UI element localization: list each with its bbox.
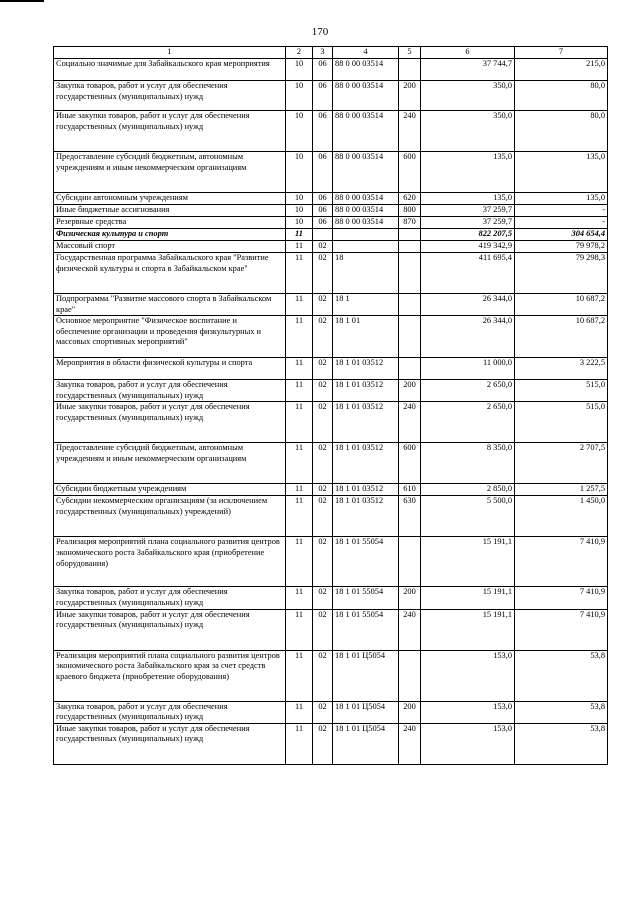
table-row bbox=[54, 701, 608, 723]
target-article-cell: 88 0 00 03514 bbox=[333, 205, 399, 217]
section-code-cell: 11 bbox=[286, 402, 313, 443]
expense-type-cell: 200 bbox=[399, 380, 421, 402]
section-code-cell: 11 bbox=[286, 229, 313, 241]
expense-type-cell: 610 bbox=[399, 484, 421, 496]
target-article-cell: 18 1 01 03512 bbox=[333, 380, 399, 402]
section-code-cell: 11 bbox=[286, 380, 313, 402]
target-article-cell: 18 1 01 Ц5054 bbox=[333, 650, 399, 701]
target-article-cell: 88 0 00 03514 bbox=[333, 193, 399, 205]
section-code-cell: 10 bbox=[286, 217, 313, 229]
amount-col7-cell: 53,8 bbox=[515, 701, 608, 723]
expense-type-cell: 600 bbox=[399, 152, 421, 193]
row-name-cell: Закупка товаров, работ и услуг для обеспечения государственных (муниципальных) нужд bbox=[54, 587, 286, 609]
subsection-code-cell: 02 bbox=[313, 650, 333, 701]
target-article-cell: 18 1 01 03512 bbox=[333, 484, 399, 496]
expense-type-cell: 240 bbox=[399, 111, 421, 152]
header-col-7: 7 bbox=[515, 47, 608, 59]
expense-type-cell bbox=[399, 358, 421, 380]
amount-col6-cell: 15 191,1 bbox=[421, 587, 515, 609]
amount-col7-cell: 515,0 bbox=[515, 380, 608, 402]
expense-type-cell bbox=[399, 59, 421, 81]
section-code-cell: 11 bbox=[286, 609, 313, 650]
page-number: 170 bbox=[311, 26, 329, 38]
target-article-cell: 18 1 01 03512 bbox=[333, 496, 399, 537]
target-article-cell: 18 bbox=[333, 253, 399, 294]
row-name-cell: Массовый спорт bbox=[54, 241, 286, 253]
row-name-cell: Субсидии некоммерческим организациям (за исключением государственных (муниципальных) учреждений) bbox=[54, 496, 286, 537]
amount-col7-cell: - bbox=[515, 217, 608, 229]
table-row bbox=[54, 229, 608, 241]
amount-col7-cell: 7 410,9 bbox=[515, 537, 608, 587]
row-name-cell: Мероприятия в области физической культуры и спорта bbox=[54, 358, 286, 380]
target-article-cell: 18 1 01 55054 bbox=[333, 587, 399, 609]
subsection-code-cell: 06 bbox=[313, 59, 333, 81]
table-row bbox=[54, 358, 608, 380]
table-row bbox=[54, 380, 608, 402]
table-row bbox=[54, 217, 608, 229]
expense-type-cell: 200 bbox=[399, 81, 421, 111]
amount-col6-cell: 350,0 bbox=[421, 81, 515, 111]
subsection-code-cell: 02 bbox=[313, 537, 333, 587]
amount-col6-cell: 350,0 bbox=[421, 111, 515, 152]
amount-col6-cell: 37 259,7 bbox=[421, 205, 515, 217]
amount-col7-cell: - bbox=[515, 205, 608, 217]
table-row bbox=[54, 241, 608, 253]
expense-type-cell bbox=[399, 229, 421, 241]
subsection-code-cell: 02 bbox=[313, 701, 333, 723]
amount-col6-cell: 37 259,7 bbox=[421, 217, 515, 229]
section-code-cell: 11 bbox=[286, 537, 313, 587]
target-article-cell: 88 0 00 03514 bbox=[333, 81, 399, 111]
section-code-cell: 11 bbox=[286, 443, 313, 484]
row-name-cell: Предоставление субсидий бюджетным, автономным учреждениям и иным некоммерческим организациям bbox=[54, 152, 286, 193]
table-row bbox=[54, 537, 608, 587]
section-code-cell: 10 bbox=[286, 205, 313, 217]
amount-col6-cell: 153,0 bbox=[421, 650, 515, 701]
header-col-6: 6 bbox=[421, 47, 515, 59]
row-name-cell: Основное мероприятие "Физическое воспитание и обеспечение организации и проведения физкультурных и массовых спортивных мероприятий" bbox=[54, 316, 286, 358]
row-name-cell: Иные закупки товаров, работ и услуг для обеспечения государственных (муниципальных) нужд bbox=[54, 111, 286, 152]
target-article-cell: 18 1 01 Ц5054 bbox=[333, 701, 399, 723]
subsection-code-cell: 02 bbox=[313, 380, 333, 402]
row-name-cell: Предоставление субсидий бюджетным, автономным учреждениям и иным некоммерческим организациям bbox=[54, 443, 286, 484]
expense-type-cell: 240 bbox=[399, 609, 421, 650]
row-name-cell: Реализация мероприятий плана социального развития центров экономического роста Забайкальского края (приобретение оборудования) bbox=[54, 537, 286, 587]
row-name-cell: Иные закупки товаров, работ и услуг для обеспечения государственных (муниципальных) нужд bbox=[54, 402, 286, 443]
expense-type-cell: 620 bbox=[399, 193, 421, 205]
row-name-cell: Субсидии автономным учреждениям bbox=[54, 193, 286, 205]
table-row bbox=[54, 205, 608, 217]
amount-col7-cell: 135,0 bbox=[515, 193, 608, 205]
amount-col6-cell: 153,0 bbox=[421, 723, 515, 764]
target-article-cell: 18 1 01 55054 bbox=[333, 609, 399, 650]
expense-type-cell: 600 bbox=[399, 443, 421, 484]
amount-col7-cell: 304 654,4 bbox=[515, 229, 608, 241]
subsection-code-cell: 02 bbox=[313, 316, 333, 358]
amount-col7-cell: 215,0 bbox=[515, 59, 608, 81]
expense-type-cell: 870 bbox=[399, 217, 421, 229]
amount-col7-cell: 3 222,5 bbox=[515, 358, 608, 380]
table-body bbox=[54, 59, 608, 765]
table-row bbox=[54, 650, 608, 701]
expense-type-cell: 630 bbox=[399, 496, 421, 537]
header-col-2: 2 bbox=[286, 47, 313, 59]
target-article-cell: 18 1 01 55054 bbox=[333, 537, 399, 587]
amount-col6-cell: 37 744,7 bbox=[421, 59, 515, 81]
section-code-cell: 11 bbox=[286, 253, 313, 294]
section-code-cell: 11 bbox=[286, 701, 313, 723]
header-col-5: 5 bbox=[399, 47, 421, 59]
table-row bbox=[54, 587, 608, 609]
amount-col7-cell: 80,0 bbox=[515, 111, 608, 152]
amount-col6-cell: 153,0 bbox=[421, 701, 515, 723]
target-article-cell: 18 1 01 03512 bbox=[333, 358, 399, 380]
table-row bbox=[54, 81, 608, 111]
row-name-cell: Субсидии бюджетным учреждениям bbox=[54, 484, 286, 496]
row-name-cell: Реализация мероприятий плана социального развития центров экономического роста Забайкальского края за счет средств краевого бюджета (приобретение оборудования) bbox=[54, 650, 286, 701]
subsection-code-cell: 02 bbox=[313, 609, 333, 650]
header-col-4: 4 bbox=[333, 47, 399, 59]
header-col-1: 1 bbox=[54, 47, 286, 59]
table-row bbox=[54, 59, 608, 81]
section-code-cell: 11 bbox=[286, 587, 313, 609]
section-code-cell: 10 bbox=[286, 193, 313, 205]
target-article-cell: 18 1 01 bbox=[333, 316, 399, 358]
section-code-cell: 11 bbox=[286, 316, 313, 358]
section-code-cell: 11 bbox=[286, 358, 313, 380]
amount-col7-cell: 1 257,5 bbox=[515, 484, 608, 496]
amount-col6-cell: 135,0 bbox=[421, 193, 515, 205]
section-code-cell: 10 bbox=[286, 81, 313, 111]
subsection-code-cell: 06 bbox=[313, 193, 333, 205]
section-code-cell: 10 bbox=[286, 111, 313, 152]
target-article-cell bbox=[333, 229, 399, 241]
subsection-code-cell: 02 bbox=[313, 402, 333, 443]
row-name-cell: Закупка товаров, работ и услуг для обеспечения государственных (муниципальных) нужд bbox=[54, 81, 286, 111]
subsection-code-cell: 06 bbox=[313, 152, 333, 193]
table-row bbox=[54, 294, 608, 316]
amount-col7-cell: 79 978,2 bbox=[515, 241, 608, 253]
amount-col6-cell: 2 650,0 bbox=[421, 380, 515, 402]
amount-col7-cell: 10 687,2 bbox=[515, 294, 608, 316]
amount-col6-cell: 822 207,5 bbox=[421, 229, 515, 241]
expense-type-cell bbox=[399, 316, 421, 358]
row-name-cell: Физическая культура и спорт bbox=[54, 229, 286, 241]
subsection-code-cell: 06 bbox=[313, 205, 333, 217]
target-article-cell: 18 1 01 03512 bbox=[333, 402, 399, 443]
amount-col6-cell: 411 695,4 bbox=[421, 253, 515, 294]
expense-type-cell bbox=[399, 241, 421, 253]
amount-col7-cell: 135,0 bbox=[515, 152, 608, 193]
table-row bbox=[54, 609, 608, 650]
row-name-cell: Иные закупки товаров, работ и услуг для обеспечения государственных (муниципальных) нужд bbox=[54, 723, 286, 764]
amount-col6-cell: 11 000,0 bbox=[421, 358, 515, 380]
subsection-code-cell: 06 bbox=[313, 217, 333, 229]
table-row bbox=[54, 443, 608, 484]
section-code-cell: 11 bbox=[286, 650, 313, 701]
subsection-code-cell: 02 bbox=[313, 723, 333, 764]
table-row bbox=[54, 193, 608, 205]
amount-col7-cell: 515,0 bbox=[515, 402, 608, 443]
target-article-cell: 88 0 00 03514 bbox=[333, 59, 399, 81]
subsection-code-cell: 02 bbox=[313, 496, 333, 537]
subsection-code-cell: 02 bbox=[313, 294, 333, 316]
row-name-cell: Государственная программа Забайкальского края "Развитие физической культуры и спорта в Забайкальском крае" bbox=[54, 253, 286, 294]
table-row bbox=[54, 253, 608, 294]
subsection-code-cell: 02 bbox=[313, 358, 333, 380]
subsection-code-cell: 02 bbox=[313, 241, 333, 253]
subsection-code-cell: 06 bbox=[313, 81, 333, 111]
subsection-code-cell: 02 bbox=[313, 587, 333, 609]
expense-type-cell: 800 bbox=[399, 205, 421, 217]
amount-col7-cell: 53,8 bbox=[515, 723, 608, 764]
row-name-cell: Иные закупки товаров, работ и услуг для обеспечения государственных (муниципальных) нужд bbox=[54, 609, 286, 650]
amount-col6-cell: 2 650,0 bbox=[421, 402, 515, 443]
subsection-code-cell bbox=[313, 229, 333, 241]
amount-col6-cell: 2 850,0 bbox=[421, 484, 515, 496]
amount-col6-cell: 8 350,0 bbox=[421, 443, 515, 484]
amount-col7-cell: 80,0 bbox=[515, 81, 608, 111]
row-name-cell: Иные бюджетные ассигнования bbox=[54, 205, 286, 217]
amount-col6-cell: 419 342,9 bbox=[421, 241, 515, 253]
subsection-code-cell: 02 bbox=[313, 443, 333, 484]
target-article-cell bbox=[333, 241, 399, 253]
header-col-3: 3 bbox=[313, 47, 333, 59]
target-article-cell: 88 0 00 03514 bbox=[333, 111, 399, 152]
amount-col6-cell: 5 500,0 bbox=[421, 496, 515, 537]
table-row bbox=[54, 152, 608, 193]
table-row bbox=[54, 402, 608, 443]
corner-scan-mark bbox=[0, 0, 44, 2]
section-code-cell: 11 bbox=[286, 496, 313, 537]
budget-table bbox=[53, 46, 608, 765]
table-row bbox=[54, 496, 608, 537]
amount-col6-cell: 26 344,0 bbox=[421, 294, 515, 316]
amount-col7-cell: 2 707,5 bbox=[515, 443, 608, 484]
table-row bbox=[54, 316, 608, 358]
subsection-code-cell: 02 bbox=[313, 484, 333, 496]
row-name-cell: Закупка товаров, работ и услуг для обеспечения государственных (муниципальных) нужд bbox=[54, 380, 286, 402]
subsection-code-cell: 02 bbox=[313, 253, 333, 294]
amount-col7-cell: 1 450,0 bbox=[515, 496, 608, 537]
target-article-cell: 18 1 01 03512 bbox=[333, 443, 399, 484]
amount-col6-cell: 135,0 bbox=[421, 152, 515, 193]
expense-type-cell bbox=[399, 537, 421, 587]
row-name-cell: Подпрограмма "Развитие массового спорта в Забайкальском крае" bbox=[54, 294, 286, 316]
row-name-cell: Резервные средства bbox=[54, 217, 286, 229]
section-code-cell: 11 bbox=[286, 241, 313, 253]
expense-type-cell: 240 bbox=[399, 402, 421, 443]
section-code-cell: 11 bbox=[286, 294, 313, 316]
amount-col6-cell: 15 191,1 bbox=[421, 609, 515, 650]
expense-type-cell: 240 bbox=[399, 723, 421, 764]
amount-col7-cell: 7 410,9 bbox=[515, 587, 608, 609]
target-article-cell: 18 1 01 Ц5054 bbox=[333, 723, 399, 764]
amount-col7-cell: 10 687,2 bbox=[515, 316, 608, 358]
target-article-cell: 88 0 00 03514 bbox=[333, 152, 399, 193]
expense-type-cell: 200 bbox=[399, 701, 421, 723]
expense-type-cell bbox=[399, 294, 421, 316]
target-article-cell: 88 0 00 03514 bbox=[333, 217, 399, 229]
table-row bbox=[54, 111, 608, 152]
expense-type-cell bbox=[399, 650, 421, 701]
section-code-cell: 11 bbox=[286, 723, 313, 764]
expense-type-cell bbox=[399, 253, 421, 294]
section-code-cell: 10 bbox=[286, 152, 313, 193]
expense-type-cell: 200 bbox=[399, 587, 421, 609]
section-code-cell: 10 bbox=[286, 59, 313, 81]
row-name-cell: Закупка товаров, работ и услуг для обеспечения государственных (муниципальных) нужд bbox=[54, 701, 286, 723]
amount-col7-cell: 79 298,3 bbox=[515, 253, 608, 294]
table-row bbox=[54, 484, 608, 496]
amount-col6-cell: 26 344,0 bbox=[421, 316, 515, 358]
table-row bbox=[54, 723, 608, 764]
row-name-cell: Социально значимые для Забайкальского края мероприятия bbox=[54, 59, 286, 81]
amount-col7-cell: 7 410,9 bbox=[515, 609, 608, 650]
table-header-row bbox=[54, 47, 608, 59]
subsection-code-cell: 06 bbox=[313, 111, 333, 152]
amount-col7-cell: 53,8 bbox=[515, 650, 608, 701]
target-article-cell: 18 1 bbox=[333, 294, 399, 316]
amount-col6-cell: 15 191,1 bbox=[421, 537, 515, 587]
section-code-cell: 11 bbox=[286, 484, 313, 496]
